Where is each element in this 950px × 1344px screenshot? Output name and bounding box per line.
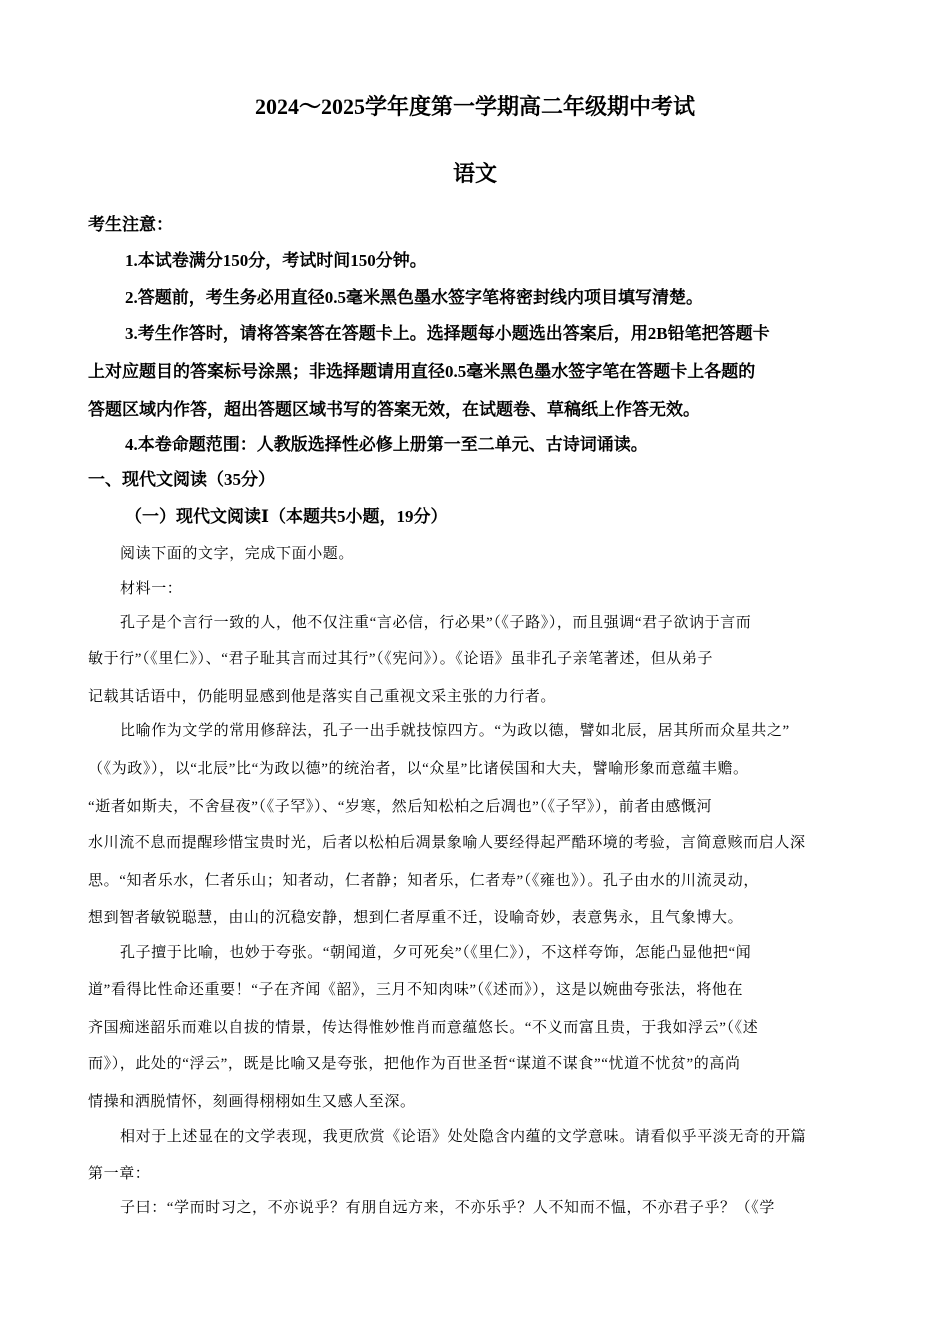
passage-line: 思。“知者乐水，仁者乐山；知者动，仁者静；知者乐，仁者寿”（《雍也》）。孔子由水的川流灵动， [88,873,759,889]
notice-item: 答题区域内作答，超出答题区域书写的答案无效，在试题卷、草稿纸上作答无效。 [88,400,700,419]
passage-line: 孔子是个言行一致的人，他不仅注重“言必信，行必果”（《子路》），而且强调“君子欲讷于言而 [120,615,752,631]
passage-line: 相对于上述显在的文学表现，我更欣赏《论语》处处隐含内蕴的文学意味。请看似乎平淡无奇的开篇 [120,1129,807,1145]
subject-title: 语文 [452,161,497,186]
passage-line: “逝者如斯夫，不舍昼夜”（《子罕》）、“岁寒，然后知松柏之后凋也”（《子罕》），前者由感慨河 [88,799,713,815]
notice-item: 上对应题目的答案标号涂黑；非选择题请用直径0.5毫米黑色墨水签字笔在答题卡上各题的 [88,362,756,381]
reading-instruction: 阅读下面的文字，完成下面小题。 [120,546,355,562]
passage-line: （《为政》），以“北辰”比“为政以德”的统治者，以“众星”比诸侯国和大夫，譬喻形象而意蕴丰赡。 [88,761,749,777]
exam-title: 2024～2025学年度第一学期高二年级期中考试 [254,94,695,119]
passage-line: 齐国痴迷韶乐而难以自拔的情景，传达得惟妙惟肖而意蕴悠长。“不义而富且贵，于我如浮云”（《述 [88,1020,759,1036]
passage-line: 道”看得比性命还重要！“子在齐闻《韶》，三月不知肉味”（《述而》），这是以婉曲夸张法，将他在 [88,982,744,998]
notice-heading: 考生注意： [88,215,173,234]
section-subheading: （一）现代文阅读Ⅰ（本题共5小题，19分） [125,507,448,526]
passage-line: 记载其话语中，仍能明显感到他是落实自己重视文采主张的力行者。 [88,689,557,705]
passage-line: 而》），此处的“浮云”，既是比喻又是夸张，把他作为百世圣哲“谋道不谋食”“忧道不忧贫”的高尚 [88,1056,741,1072]
passage-line: 第一章： [88,1166,151,1182]
material-label: 材料一： [120,581,183,597]
passage-line: 水川流不息而提醒珍惜宝贵时光，后者以松柏后凋景象喻人要经得起严酷环境的考验，言简意赅而启人深 [88,835,806,851]
passage-line: 情操和洒脱情怀，刻画得栩栩如生又感人至深。 [88,1094,416,1110]
notice-item: 3.考生作答时，请将答案答在答题卡上。选择题每小题选出答案后，用2B铅笔把答题卡 [125,324,770,343]
passage-line: 敏于行”（《里仁》）、“君子耻其言而过其行”（《宪问》）。《论语》虽非孔子亲笔著述，但从弟子 [88,651,714,667]
notice-item: 2.答题前，考生务必用直径0.5毫米黑色墨水签字笔将密封线内项目填写清楚。 [125,288,703,307]
passage-line: 孔子擅于比喻，也妙于夸张。“朝闻道，夕可死矣”（《里仁》），不这样夸饰，怎能凸显他把“闻 [120,945,752,961]
section-heading: 一、现代文阅读（35分） [88,470,275,489]
notice-item: 4.本卷命题范围：人教版选择性必修上册第一至二单元、古诗词诵读。 [125,435,648,454]
passage-line: 想到智者敏锐聪慧，由山的沉稳安静，想到仁者厚重不迁，设喻奇妙，表意隽永，且气象博大。 [88,910,744,926]
notice-item: 1.本试卷满分150分，考试时间150分钟。 [125,251,427,270]
passage-line: 子曰：“学而时习之，不亦说乎？有朋自远方来，不亦乐乎？人不知而不愠，不亦君子乎？（《学 [120,1200,775,1216]
passage-line: 比喻作为文学的常用修辞法，孔子一出手就技惊四方。“为政以德，譬如北辰，居其所而众星共之” [120,723,790,739]
